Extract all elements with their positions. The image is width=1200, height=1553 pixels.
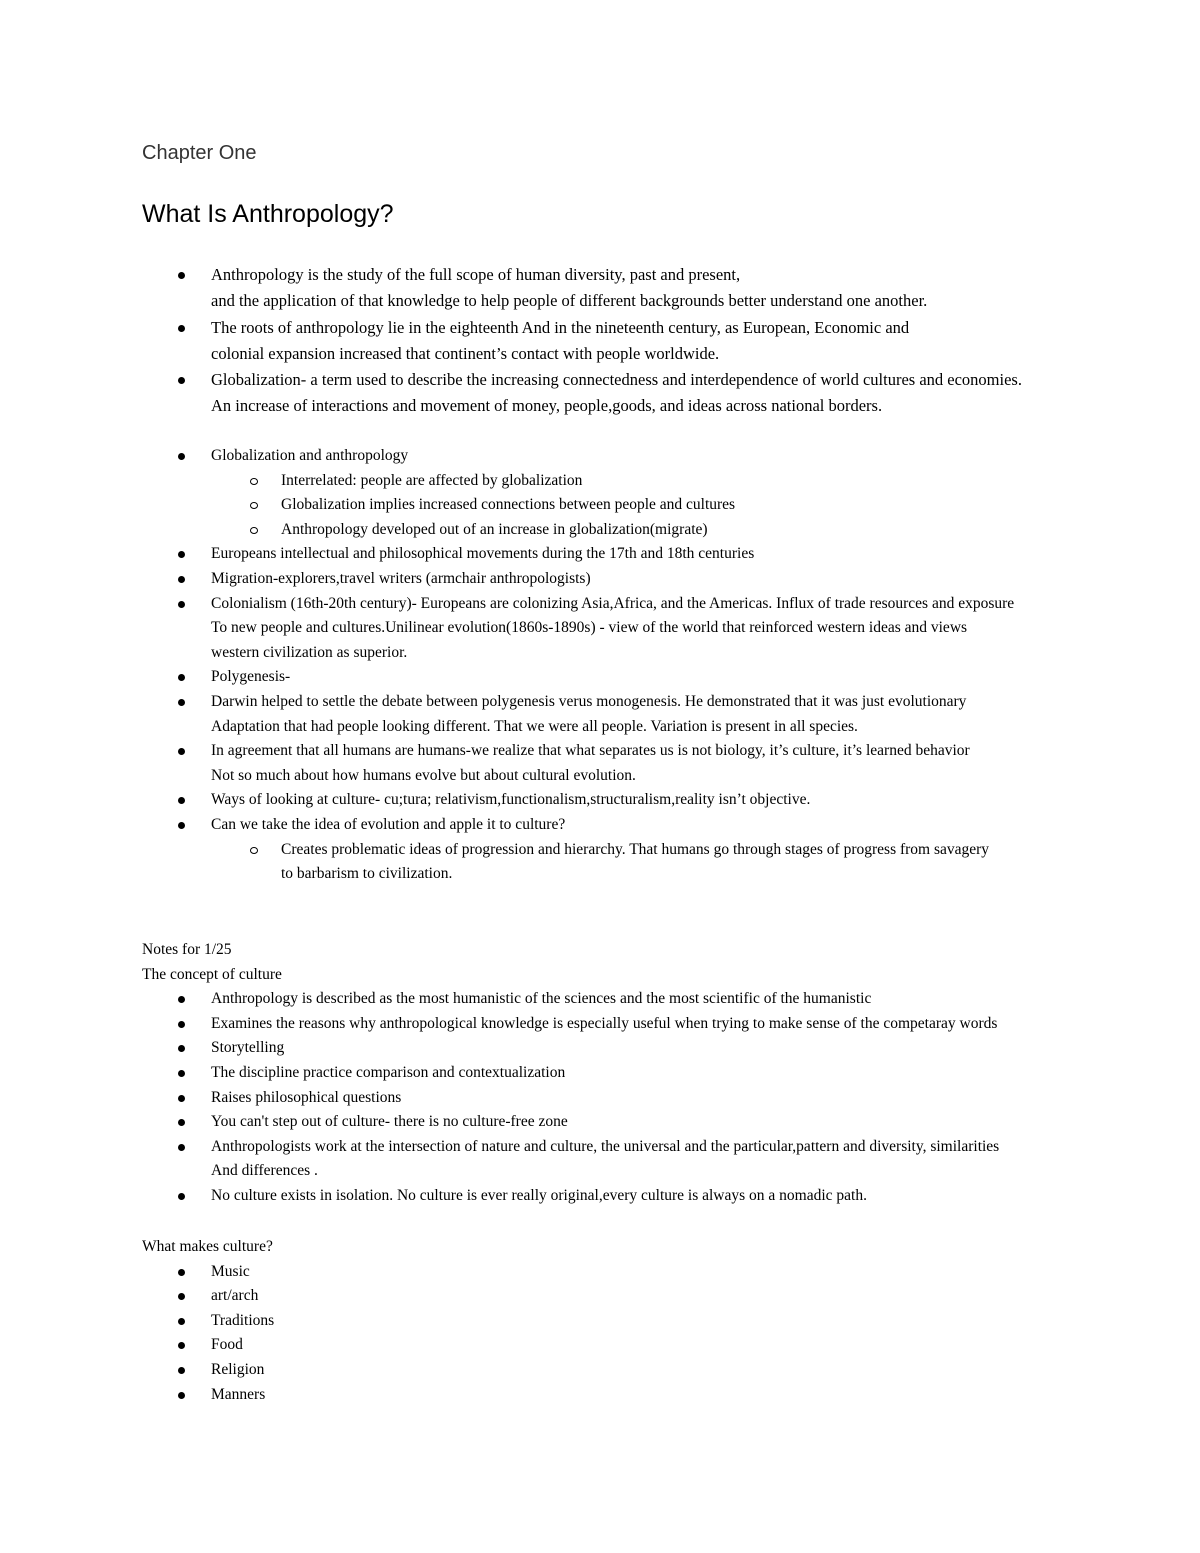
bullet-icon (178, 1045, 185, 1052)
list-item-text: Polygenesis- (211, 668, 291, 686)
concept-heading: The concept of culture (142, 965, 282, 983)
list-item (142, 739, 1192, 788)
list-item-text: Darwin helped to settle the debate between polygenesis verus monogenesis. He demonstrated that it was just evolutionary (211, 692, 967, 710)
bullet-icon (178, 797, 185, 804)
list-item-text: Anthropology developed out of an increase in globalization(migrate) (281, 520, 708, 538)
bullet-icon (178, 1193, 185, 1200)
list-item (142, 665, 1192, 690)
hollow-bullet-icon (250, 502, 258, 509)
bullet-icon (178, 1095, 185, 1102)
list-item (142, 1333, 1192, 1358)
bullet-icon (178, 699, 185, 706)
bullet-icon (178, 1144, 185, 1151)
list-item-text: You can't step out of culture- there is no culture-free zone (211, 1113, 568, 1131)
hollow-bullet-icon (250, 847, 258, 854)
bullet-icon (178, 1119, 185, 1126)
bullet-icon (178, 674, 185, 681)
list-item-text: Globalization- a term used to describe the increasing connectedness and interdependence of world cultures and economies. (211, 370, 1022, 390)
list-item-text: Interrelated: people are affected by globalization (281, 471, 583, 489)
list-item-text: art/arch (211, 1287, 259, 1305)
list-item (142, 1086, 1192, 1111)
culture-heading: What makes culture? (142, 1238, 273, 1255)
list-item-text: colonial expansion increased that continent’s contact with people worldwide. (211, 343, 720, 363)
list-item (142, 1110, 1192, 1135)
list-item (142, 1358, 1192, 1383)
list-item-text: Anthropology is the study of the full scope of human diversity, past and present, (211, 265, 741, 284)
list-item-text: Migration-explorers,travel writers (armchair anthropologists) (211, 569, 591, 587)
list-item-text: An increase of interactions and movement of money, people,goods, and ideas across national borders. (211, 396, 883, 416)
list-item (142, 1184, 1192, 1209)
list-item-text: Anthropology is described as the most humanistic of the sciences and the most scientific of the humanistic (211, 990, 872, 1008)
list-item-text: Not so much about how humans evolve but about cultural evolution. (211, 766, 636, 784)
list-item-text: Adaptation that had people looking different. That we were all people. Variation is present in all species. (211, 717, 858, 735)
list-item-text: No culture exists in isolation. No culture is ever really original,every culture is always on a nomadic path. (211, 1186, 867, 1204)
list-item-text: Can we take the idea of evolution and apple it to culture? (211, 815, 566, 833)
list-item-text: Creates problematic ideas of progression and hierarchy. That humans go through stages of progress from savagery (281, 840, 990, 858)
list-item-text: Religion (211, 1360, 265, 1378)
list-item (142, 1012, 1192, 1037)
list-item (142, 1036, 1192, 1061)
list-item-text: Ways of looking at culture- cu;tura; relativism,functionalism,structuralism,reality isn’t objective. (211, 791, 811, 809)
hollow-bullet-icon (250, 478, 258, 485)
notes-heading: Notes for 1/25 (142, 941, 232, 958)
page-title: What Is Anthropology? (142, 200, 394, 228)
list-item-text: In agreement that all humans are humans-we realize that what separates us is not biology, it’s culture, it’s learned behavior (211, 742, 970, 760)
bullet-icon (178, 1269, 185, 1276)
list-item-text: Raises philosophical questions (211, 1088, 402, 1106)
list-item-text: Colonialism (16th-20th century)- Europeans are colonizing Asia,Africa, and the Americas. Influx of trade resources and exposure (211, 594, 1015, 612)
list-item-text: Globalization implies increased connections between people and cultures (281, 496, 736, 514)
bullet-icon (178, 748, 185, 755)
list-item (142, 444, 1192, 469)
list-item (142, 542, 1192, 567)
list-item-text: Traditions (211, 1311, 275, 1329)
intro-bullet-list (142, 262, 1192, 420)
bullet-icon (178, 822, 185, 829)
bullet-icon (178, 325, 185, 332)
list-item-text: Manners (211, 1385, 266, 1403)
list-item-text: to barbarism to civilization. (281, 865, 453, 883)
list-item-text: Food (211, 1336, 243, 1354)
bullet-icon (178, 996, 185, 1003)
culture-section (142, 1235, 1192, 1407)
list-item (142, 518, 1192, 543)
list-item (142, 1284, 1192, 1309)
bullet-icon (178, 551, 185, 558)
notes-section (142, 938, 1192, 1209)
globalization-bullet-list (142, 444, 1192, 887)
list-item (142, 1061, 1192, 1086)
bullet-icon (178, 272, 185, 279)
list-item (142, 493, 1192, 518)
list-item-text: The discipline practice comparison and contextualization (211, 1063, 566, 1081)
list-item-text: and the application of that knowledge to help people of different backgrounds better understand one another. (211, 291, 928, 311)
list-item-text: Examines the reasons why anthropological knowledge is especially useful when trying to make sense of the competaray words (211, 1014, 998, 1032)
bullet-icon (178, 1342, 185, 1349)
list-item (142, 592, 1192, 666)
culture-bullet-list (142, 1260, 1192, 1408)
list-item-text: Anthropologists work at the intersection of nature and culture, the universal and the particular,pattern and diversity, similarities (211, 1137, 1000, 1155)
list-item (142, 315, 1192, 368)
list-item (142, 262, 1192, 315)
list-item-text: To new people and cultures.Unilinear evolution(1860s-1890s) - view of the world that reinforced western ideas and views (211, 619, 968, 637)
list-item (142, 1383, 1192, 1408)
list-item (142, 367, 1192, 420)
bullet-icon (178, 1293, 185, 1300)
list-item-text: The roots of anthropology lie in the eighteenth And in the nineteenth century, as European, Economic and (211, 317, 910, 337)
list-item-text: And differences . (211, 1162, 318, 1180)
concept-bullet-list (142, 987, 1192, 1208)
bullet-icon (178, 1367, 185, 1374)
bullet-icon (178, 453, 185, 460)
hollow-bullet-icon (250, 527, 258, 534)
list-item-text: Storytelling (211, 1039, 285, 1057)
list-item-text: Europeans intellectual and philosophical movements during the 17th and 18th centuries (211, 545, 755, 563)
list-item-text: Music (211, 1262, 250, 1280)
list-item (142, 987, 1192, 1012)
bullet-icon (178, 1021, 185, 1028)
chapter-label: Chapter One (142, 142, 257, 164)
list-item-text: Globalization and anthropology (211, 447, 409, 464)
list-item-text: western civilization as superior. (211, 643, 408, 661)
list-item (142, 1135, 1192, 1184)
list-item (142, 813, 1192, 838)
list-item (142, 1260, 1192, 1285)
list-item (142, 1309, 1192, 1334)
bullet-icon (178, 576, 185, 583)
bullet-icon (178, 1318, 185, 1325)
list-item (142, 838, 1192, 887)
bullet-icon (178, 377, 185, 384)
bullet-icon (178, 1070, 185, 1077)
bullet-icon (178, 1392, 185, 1399)
list-item (142, 469, 1192, 494)
list-item (142, 690, 1192, 739)
bullet-icon (178, 601, 185, 608)
list-item (142, 788, 1192, 813)
list-item (142, 567, 1192, 592)
